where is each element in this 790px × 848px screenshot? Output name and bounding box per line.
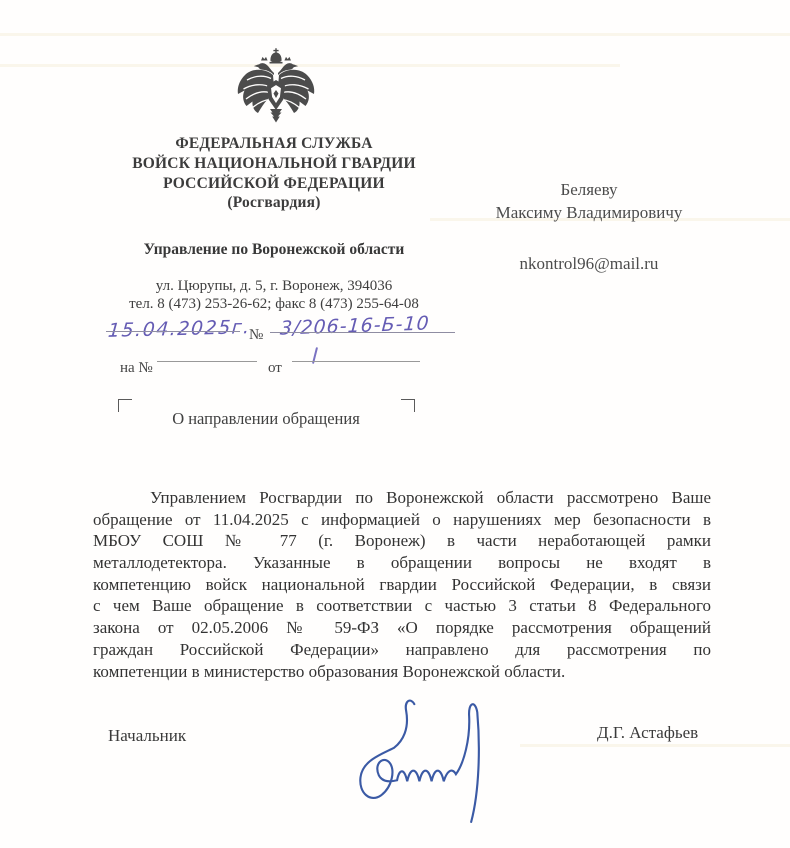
division-name: Управление по Воронежской области	[143, 241, 405, 258]
signer-name: Д.Г. Астафьев	[597, 723, 699, 742]
org-short-name: (Росгвардия)	[227, 194, 321, 212]
body-line: компетенции в министерство образования Воронежской области.	[93, 661, 566, 681]
org-address-block	[86, 277, 462, 313]
reply-to-number-label: на №	[120, 360, 153, 376]
handwritten-date: 15.04.2025г.	[107, 316, 252, 342]
body-line: Управлением Росгвардии по Воронежской области рассмотрено Ваше	[150, 488, 711, 507]
body-line: обращение от 11.04.2025 с информацией о нарушениях мер безопасности в	[93, 509, 711, 529]
reply-date-blank-line	[292, 361, 420, 362]
org-name-line-2: ВОЙСК НАЦИОНАЛЬНОЙ ГВАРДИИ	[132, 154, 416, 172]
org-name-line-3: РОССИЙСКОЙ ФЕДЕРАЦИИ	[163, 174, 385, 192]
reply-from-label: от	[268, 360, 282, 376]
recipient-surname: Беляеву	[560, 180, 618, 199]
scan-streak	[0, 33, 790, 36]
subject-line: О направлении обращения	[172, 409, 360, 428]
body-line: с чем Ваше обращение в соответствии с частью 3 статьи 8 Федерального	[93, 596, 711, 616]
date-blank-line	[106, 331, 240, 332]
org-name-block	[86, 134, 462, 213]
body-line: закона от 02.05.2006 № 59-ФЗ «О порядке рассмотрения обращений	[93, 618, 711, 638]
number-sign-label: №	[249, 327, 264, 343]
handwritten-outgoing-number: 3/206-16-Б-10	[279, 312, 431, 340]
letter-body	[93, 487, 711, 682]
number-blank-line	[270, 332, 455, 333]
scan-streak	[520, 744, 790, 747]
recipient-name-patronymic: Максиму Владимировичу	[495, 203, 683, 222]
rosgvardiya-emblem-icon	[236, 47, 316, 123]
signature-autograph-icon	[352, 696, 500, 828]
body-line: граждан Российской Федерации» направлено для рассмотрения по	[93, 639, 711, 659]
body-line: МБОУ СОШ № 77 (г. Воронеж) в части неработающей рамки	[93, 531, 711, 551]
org-street-address: ул. Цюрупы, д. 5, г. Воронеж, 394036	[155, 278, 393, 294]
body-line: компетенцию войск национальной гвардии Российской Федерации, в связи	[93, 574, 711, 594]
org-name-line-1: ФЕДЕРАЛЬНАЯ СЛУЖБА	[175, 135, 373, 152]
org-phone-fax: тел. 8 (473) 253-26-62; факс 8 (473) 255-64-08	[129, 296, 419, 312]
body-line: металлодетектора. Указанные в обращении вопросы не входят в	[93, 553, 711, 573]
recipient-email: nkontrol96@mail.ru	[519, 254, 659, 273]
reply-number-blank-line	[157, 361, 257, 362]
signer-position-title: Начальник	[108, 726, 187, 745]
